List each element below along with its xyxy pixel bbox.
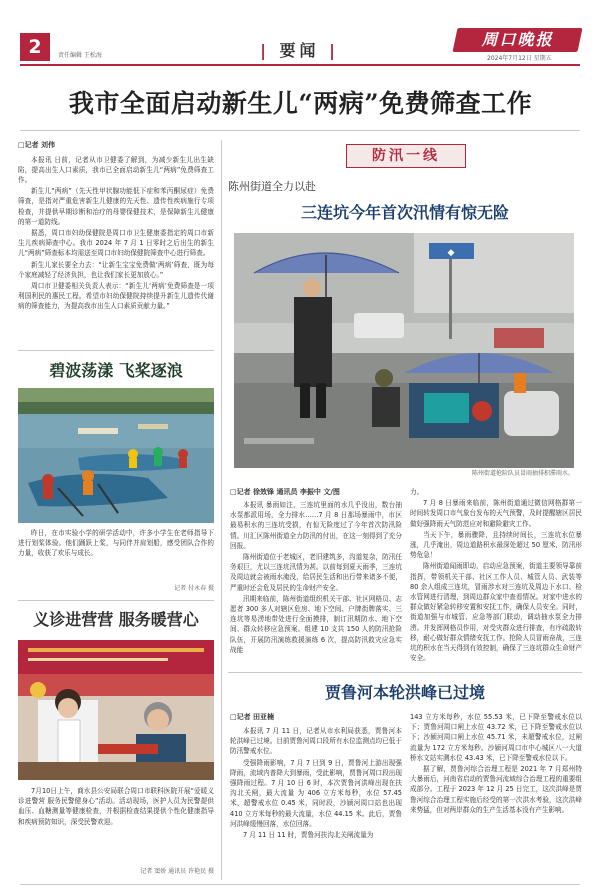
paper-name: 周口晚报 <box>481 30 554 49</box>
paragraph: 据悉，周口市妇幼保健院是周口市卫生健康委指定的周口市新生儿疾病筛查中心。我市 2024 年 7 月 1 日零时之后出生的新生儿“两病”筛查标本均需送至周口市妇幼保健院筛查中心进行筛查。 <box>18 228 214 258</box>
paragraph: 当天下午，暴雨骤降，且持续时间长，三连坑水位暴涨，几乎淹出，周边道路积水最深处超过 50 厘米，防汛形势危急！ <box>410 530 582 560</box>
flood-photo <box>234 233 574 468</box>
main-article <box>18 140 214 313</box>
main-byline: □记者 刘伟 <box>18 141 56 149</box>
paragraph: 143 立方米每秒，水位 55.53 米，已下降至警戒水位以下；贾鲁河周口闸上水位 43.72 米，已下降至警戒水位以下；沙颍河周口闸上水位 45.71 米，未超警戒水位，过闸流量为 172 立方米每秒。沙颍河周口市中心城区八一大道桥水文站实测水位 43.43 米，已下降至警戒水位以下。 <box>410 713 582 762</box>
paragraph: 7 月 11 日 11 时，贾鲁河扶沟北关闸流量为 <box>243 831 374 840</box>
paragraph: 陈州街道闻雨即动，启动应急预案，街道主要领导靠前指挥，带领机关干部、社区工作人员、城管人员、武装等 80 余人组成三连坑，冒雨涉水对三连坑及周边下水口、检水管网进行清理，到周边群众家中查看情况。对家中进水的群众做好紧急转移安置和安抚工作，确保人员安全。同时，街道加强与市城管、应急等部门联动，调动抽水泵全力排涝。并发挥网格员作用，对受灾群众进行排查，有序疏散转移，耐心做好群众情绪安抚工作。抢险人员冒雨奋战，三连坑的积水在当天得到有效控制，确保了三连坑群众生命财产安全。 <box>410 562 582 663</box>
page-header <box>0 0 600 70</box>
editors-line: 责任编辑 王松海 <box>58 52 102 59</box>
svg-text:◆: ◆ <box>447 248 455 258</box>
paragraph: 新生儿家长要全力去：“让新生宝宝免费做‘两病’筛查，既为每个家庭减轻了经济负担，也让我们家长更加放心。” <box>18 260 214 279</box>
river-byline: □记者 田亚楠 <box>230 713 275 721</box>
headline-rule <box>20 130 580 131</box>
river-title: 贾鲁河本轮洪峰已过境 <box>324 683 485 702</box>
clinic-byline: 记者 窦娇 通讯员 许艳民 摄 <box>140 868 214 875</box>
flood-byline: □记者 徐效锋 通讯员 李振中 文/图 <box>230 488 340 496</box>
flood-article-col1 <box>230 500 402 656</box>
left-divider-2 <box>18 600 214 601</box>
flood-article-col2 <box>410 487 582 664</box>
paragraph: 陈州街道位于老城区，老旧建筑多，沟道复杂，防汛任务艰巨，尤以三连坑汛情为甚。以前每到夏天雨季，三连坑及周边就会被雨水淹没，给居民生活和出行带来诸多不便，严重时还会危及居民的生命财产安全。 <box>230 553 402 592</box>
flood-banner-label: 防汛一线 <box>372 148 440 164</box>
column-divider <box>221 140 222 880</box>
footer-rule <box>20 884 580 885</box>
paragraph: 7 月 8 日暴雨来临前，陈州街道通过微信网格群第一时间转发周口市气象台发布的天气预警，及时提醒辖区居民做好强降雨天气防范应对和避险避灾工作。 <box>410 499 582 528</box>
paragraph: 本报讯 暴雨如注，三连坑里面的水几乎没出，数台抽水泵都派用场，全力排水……7 月 8 日那场暴雨中，市区最易积水的三连坑受损，有惊无险度过了今年首次防汛险情。川汇区陈州街道全力防汛的付出，在这一刻得到了充分回报。 <box>230 501 402 550</box>
flood-banner <box>346 144 466 168</box>
feature-rowing-title: 碧波荡漾 飞桨逐浪 <box>49 361 183 380</box>
paragraph: 本报讯 日前，记者从市卫健委了解到，为减少新生儿出生缺陷，提高出生人口素质，我市已全面启动新生儿“两病”免费筛查工作。 <box>18 155 214 184</box>
flood-box <box>228 140 582 495</box>
paragraph: 本报讯 7 月 11 日，记者从市水利局获悉，贾鲁河本轮洪峰已过境。目前贾鲁河周口段所有水位监测点均已低于防汛警戒水位。 <box>230 727 402 756</box>
paragraph: 周口市卫健委相关负责人表示：“新生儿‘两病’免费筛查是一项利国利民的惠民工程。希望市妇幼保健院持续提升新生儿遗传代谢病的筛查能力，为提高我市出生人口素质贡献力量。” <box>18 281 214 311</box>
right-divider <box>228 672 582 673</box>
page-number-badge <box>20 33 50 61</box>
river-article-col1 <box>230 726 402 841</box>
left-divider <box>18 350 214 351</box>
flood-photo-caption: 陈州街道抢险队员冒雨抽排积滞雨水。 <box>471 470 574 477</box>
main-article-body <box>18 155 214 312</box>
rowing-byline: 记者 付永春 摄 <box>174 585 214 592</box>
river-article-col2 <box>410 712 582 816</box>
feature-clinic-title: 义诊进营营 服务暖营心 <box>33 610 199 629</box>
clinic-photo <box>18 640 214 780</box>
clinic-caption: 7月10日上午，商水县公安局联合周口市联科医院开展“爱暖义诊进警营 服务民警健身心”活动。活动现场，医护人员为民警提供血压、血糖测量等健康检查，并根据检查结果提供个性化健康指导和疾病预防知识，深受民警欢迎。 <box>18 787 214 826</box>
header-rule <box>20 64 580 66</box>
issue-date: 2024年7月12日 星期五 <box>487 55 552 62</box>
paragraph: 力。 <box>410 488 424 496</box>
paragraph: 汛期来临前，陈州街道组织机关干部、社区网格员、志愿者 300 多人对辖区危房、地下空间、户牌街牌落实、三连坑等易涝地带处进行全面摸排，制订汛期防水、地下空间、群众转移应急预案。组建 10 支共 150 人的防汛抢险队伍，开展防汛演练救援演练 6 次，提高防汛救灾应急实战能 <box>230 594 402 654</box>
flood-title: 三连坑今年首次汛情有惊无险 <box>300 203 509 222</box>
masthead-logo <box>452 28 582 52</box>
main-headline: 我市全面启动新生儿“两病”免费筛查工作 <box>68 89 533 118</box>
rowing-caption: 昨日，在市实验小学的研学活动中，许多小学生在老师指导下进行划桨体验。他们踊跃上桨，与同伴并肩划船，感受团队合作的力量，收获了欢乐与成长。 <box>18 529 214 558</box>
page-number: 2 <box>28 36 42 58</box>
paragraph: 受强降雨影响，7 月 7 日到 9 日，贾鲁河上游出现强降雨，流域内普降大到暴雨，受此影响，贾鲁河周口段出现强降雨过程。7 月 10 日 6 时，本次贾鲁河洪峰出现在扶沟北关闸，最大流量 为 406 立方米每秒，水位 57.45 米，超警戒水位 0.45 米，同时段，沙颍河周口站也出现 410 立方米每秒的最大流量，水位 44.15 米。此后，贾鲁河洪峰缓慢回落，水位回落。 <box>230 758 402 828</box>
flood-kicker: 陈州街道全力以赴 <box>228 180 316 193</box>
rowing-photo <box>18 388 214 523</box>
paragraph: 据了解，贾鲁河综合治理工程是 2021 年 7 月郑州特大暴雨后，河南省启动的贾鲁河流域综合治理工程的重要组成部分。工程于 2023 年 12 月 25 日完工，这次洪峰是贾鲁河综合治理工程实施后经受的第一次洪水考验，这次洪峰来势猛，但对两岸群众的生产生活基本没有产生影响。 <box>410 765 582 814</box>
paragraph: 新生儿“两病”（先天性甲状腺功能低下症和苯丙酮尿症）免费筛查，是指对严重危害新生儿健康的先天性、遗传性疾病施行专项检查，并提供早期诊断和治疗的母婴保健技术，是保障新生儿健康的第一道防线。 <box>18 187 214 226</box>
section-label: | 要闻 | <box>260 41 339 60</box>
